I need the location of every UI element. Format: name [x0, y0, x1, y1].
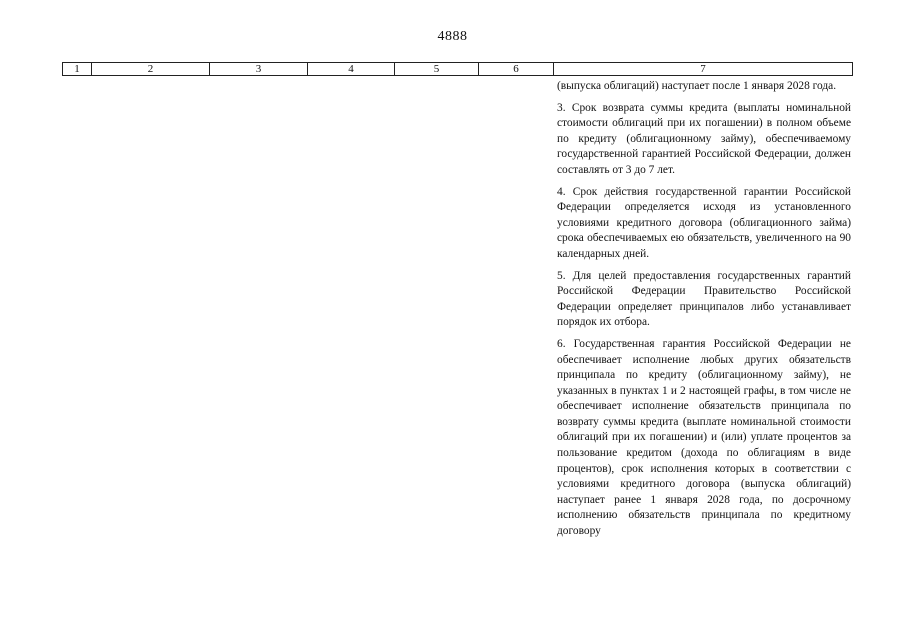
- column-number-1: 1: [63, 63, 92, 75]
- paragraph-item-3: 3. Срок возврата суммы кредита (выплаты номинальной стоимости облигаций при их погашении) в полном объеме по кредиту (облигационному займу), обеспечиваемому государственной гарантией Российской Федерации, должен составлять от 3 до 7 лет.: [557, 101, 851, 176]
- column-number-5: 5: [395, 63, 479, 75]
- column-number-7: 7: [700, 63, 706, 75]
- paragraph-item-5: 5. Для целей предоставления государственных гарантий Российской Федерации Правительство Российской Федерации определяет принципалов либо устанавливает порядок их отбора.: [557, 269, 851, 329]
- paragraph-continuation: (выпуска облигаций) наступает после 1 января 2028 года.: [557, 80, 837, 92]
- column-number-4: 4: [308, 63, 395, 75]
- page-number: 4888: [437, 29, 468, 44]
- table-column-numbers-row: [62, 62, 853, 76]
- column-number-6: 6: [479, 63, 554, 75]
- column-number-2: 2: [92, 63, 210, 75]
- column-number-3: 3: [210, 63, 308, 75]
- paragraph-item-4: 4. Срок действия государственной гарантии Российской Федерации определяется исходя из установленного условиями кредитного договора (облигационного займа) срока обеспечиваемых ею обязательств, увеличенного на 90 календарных дней.: [557, 185, 851, 260]
- paragraph-item-6: 6. Государственная гарантия Российской Федерации не обеспечивает исполнение любых других обязательств принципала по кредиту (облигационному займу), не указанных в пунктах 1 и 2 настоящей графы, в том числе не обеспечивает исполнение обязательств принципала по возврату суммы кредита (выплате номинальной стоимости облигаций при их погашении) и (или) уплате процентов за пользование кредитом (дохода по облигациям в виде процентов), срок исполнения которых в соответствии с условиями кредитного договора (выпуска облигаций) наступает ранее 1 января 2028 года, по досрочному исполнению обязательств принципала по кредитному договору: [557, 337, 851, 538]
- column-7-text: [557, 79, 851, 546]
